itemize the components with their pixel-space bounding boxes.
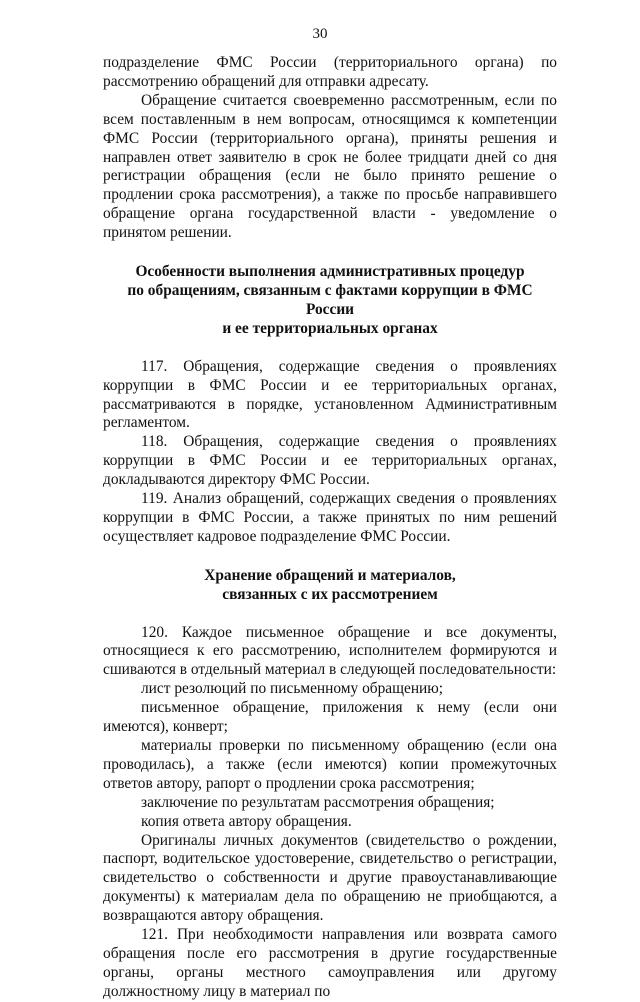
document-body	[103, 54, 557, 1002]
section-heading-storage	[103, 567, 557, 605]
list-item-reply-copy: копия ответа автору обращения.	[141, 812, 352, 830]
page-number: 30	[312, 26, 328, 42]
paragraph-119: 119. Анализ обращений, содержащих сведения о проявлениях коррупции в ФМС России, а также принятых по ним решений осуществляет кадровое подразделение ФМС России.	[103, 490, 557, 545]
paragraph-originals: Оригиналы личных документов (свидетельство о рождении, паспорт, водительское удостоверение, свидетельство о регистрации, свидетельство о собственности и другие правоустанавливающие документы) к материалам дела по обращению не приобщаются, а возвращаются автору обращения.	[103, 831, 557, 925]
paragraph-121: 121. При необходимости направления или возврата самого обращения после его рассмотрения в другие государственные органы, органы местного самоуправления или другому должностному лицу в материал по	[103, 926, 557, 1000]
list-item-inspection-materials: материалы проверки по письменному обращению (если она проводилась), а также (если имеются) копии промежуточных ответов автору, рапорт о продлении срока рассмотрения;	[103, 737, 557, 792]
heading-line: Хранение обращений и материалов,	[204, 566, 456, 584]
paragraph-continuation: подразделение ФМС России (территориального органа) по рассмотрению обращений для отправки адресату.	[103, 54, 557, 90]
list-item-resolution-sheet: лист резолюций по письменному обращению;	[141, 680, 444, 698]
section-heading-corruption	[103, 263, 557, 339]
heading-line: по обращениям, связанным с фактами коррупции в ФМС России	[127, 281, 533, 318]
heading-line: Особенности выполнения административных процедур	[135, 263, 525, 281]
paragraph-120: 120. Каждое письменное обращение и все документы, относящиеся к его рассмотрению, исполнителем формируются и сшиваются в отдельный материал в следующей последовательности:	[103, 623, 557, 679]
paragraph-118: 118. Обращения, содержащие сведения о проявлениях коррупции в ФМС России и ее территориальных органах, докладываются директору ФМС России.	[103, 433, 557, 489]
list-item-conclusion: заключение по результатам рассмотрения обращения;	[141, 793, 495, 811]
heading-line: и ее территориальных органах	[222, 319, 438, 337]
paragraph-117: 117. Обращения, содержащие сведения о проявлениях коррупции в ФМС России и ее территориальных органах, рассматриваются в порядке, установленном Административным регламентом.	[103, 357, 557, 432]
paragraph-timely-review: Обращение считается своевременно рассмотренным, если по всем поставленным в нем вопросам, относящимся к компетенции ФМС России (территориального органа), приняты решения и направлен ответ заявителю в срок не более тридцати дней со дня регистрации обращения (если не было принято решение о продлении срока рассмотрения), а также по просьбе направившего обращение органа государственной власти - уведомление о принятом решении.	[103, 91, 557, 242]
list-item-written-appeal: письменное обращение, приложения к нему (если они имеются), конверт;	[103, 699, 557, 736]
heading-line: связанных с их рассмотрением	[222, 585, 438, 603]
